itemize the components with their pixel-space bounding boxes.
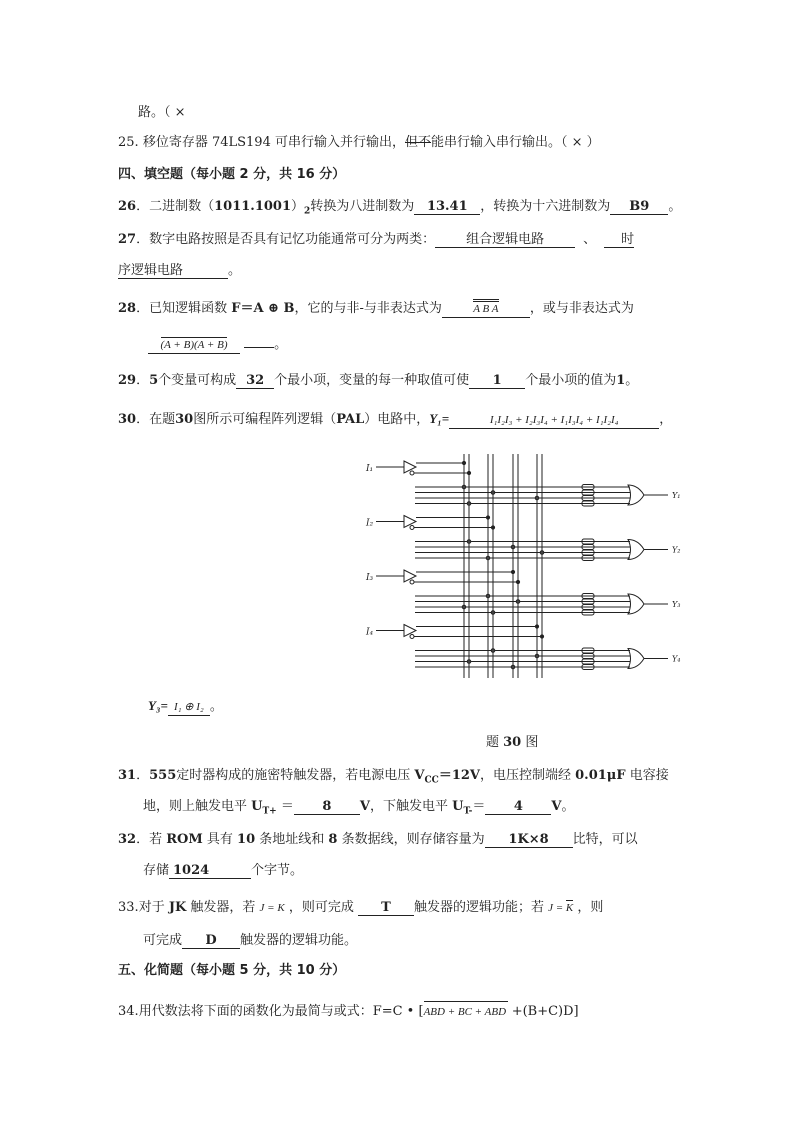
fuse-connection bbox=[491, 491, 495, 495]
text: ， bbox=[659, 412, 673, 427]
text: 可完成 bbox=[143, 933, 183, 948]
fuse-connection bbox=[491, 649, 495, 653]
answer-bytes: 1024 bbox=[169, 863, 251, 879]
answer-hex: B9 bbox=[610, 199, 668, 215]
text: 题 bbox=[486, 735, 504, 750]
answer-capacity: 1K×8 bbox=[485, 832, 573, 848]
junction bbox=[491, 526, 494, 529]
fuse-connection bbox=[467, 502, 471, 506]
text: 比特，可以 bbox=[572, 832, 638, 847]
text: ，电压控制端经 bbox=[480, 768, 576, 783]
text: ，或与非表达式为 bbox=[529, 301, 634, 316]
text: 定时器构成的施密特触发器，若电源电压 bbox=[176, 768, 415, 783]
junction bbox=[511, 570, 514, 573]
number: 8 bbox=[328, 832, 338, 847]
text: ．若 bbox=[136, 832, 167, 847]
input-label: I₃ bbox=[366, 573, 374, 583]
question-26 bbox=[118, 198, 681, 221]
q-num: 28 bbox=[118, 301, 137, 316]
buffer-icon bbox=[404, 516, 416, 528]
answer-2: 1 bbox=[469, 373, 525, 389]
buffer-icon bbox=[404, 570, 416, 582]
fuse-connection bbox=[540, 551, 544, 555]
text: 存储 bbox=[143, 863, 170, 878]
answer-2b: 序逻辑电路 bbox=[118, 263, 228, 279]
text: +(B+C)D] bbox=[507, 1004, 579, 1019]
answer-1: 32 bbox=[236, 373, 274, 389]
text: ） bbox=[291, 199, 305, 214]
q-num: 25. bbox=[118, 135, 139, 150]
number: 1 bbox=[616, 373, 626, 388]
text: 条地址线和 bbox=[255, 832, 329, 847]
text: 、 bbox=[583, 232, 597, 247]
q-num: 31 bbox=[118, 768, 137, 783]
question-28-cont bbox=[148, 336, 287, 354]
y3-label: Y₃= bbox=[148, 698, 168, 713]
subscript: T- bbox=[463, 806, 473, 817]
fuse-connection bbox=[462, 605, 466, 609]
junction bbox=[540, 635, 543, 638]
q-num: 30 bbox=[118, 412, 137, 427]
text: ，下触发电平 bbox=[369, 799, 453, 814]
binary: 1011.1001 bbox=[214, 199, 291, 214]
inverter-bubble bbox=[410, 526, 414, 530]
question-31-cont bbox=[143, 798, 575, 821]
text: 触发器的逻辑功能；若 bbox=[413, 900, 549, 915]
number: 30 bbox=[175, 412, 194, 427]
text: ，转换为十六进制数为 bbox=[480, 199, 611, 214]
answer-2: D bbox=[182, 933, 240, 949]
vcc: V bbox=[414, 768, 425, 783]
answer-nand-nand: A B A bbox=[473, 299, 498, 315]
q-num: 26 bbox=[118, 199, 137, 214]
text: ，则 bbox=[573, 900, 604, 915]
text: 触发器的逻辑功能。 bbox=[240, 933, 358, 948]
buffer-icon bbox=[404, 461, 416, 473]
answer-y3: I₁ ⊕ I₂ bbox=[168, 700, 210, 716]
inverter-bubble bbox=[410, 471, 414, 475]
q-num: 32 bbox=[118, 832, 137, 847]
text: ）电路中， bbox=[364, 412, 430, 427]
output-label: Y₃ bbox=[672, 600, 681, 609]
text: ． bbox=[136, 768, 150, 783]
jk: JK bbox=[168, 900, 187, 915]
answer-or-nand: (A + B)(A + B) bbox=[160, 339, 228, 351]
ut-minus: U bbox=[452, 799, 464, 814]
fuse-connection bbox=[535, 496, 539, 500]
q-num: 29 bbox=[118, 373, 137, 388]
q-num: 33. bbox=[118, 900, 139, 915]
unit: V bbox=[359, 799, 370, 814]
struck-text: 但不 bbox=[405, 135, 432, 150]
inverter-bubble bbox=[410, 580, 414, 584]
question-25 bbox=[118, 134, 600, 152]
condition-1: J = K bbox=[259, 902, 285, 914]
answer-1: T bbox=[358, 900, 414, 916]
vcc-value: ＝12V bbox=[438, 768, 480, 783]
ut-plus: U bbox=[251, 799, 263, 814]
question-33 bbox=[118, 899, 603, 917]
text: 电容接 bbox=[625, 768, 669, 783]
question-27-cont bbox=[118, 262, 241, 280]
question-30-y3 bbox=[148, 697, 223, 716]
capacitance: 0.01μF bbox=[575, 768, 626, 783]
fuse-connection bbox=[467, 540, 471, 544]
fuse-connection bbox=[535, 654, 539, 658]
condition-2-k: K bbox=[565, 902, 574, 914]
question-33-cont bbox=[143, 932, 357, 950]
answer-lower: 4 bbox=[485, 799, 551, 815]
inverter-bubble bbox=[410, 635, 414, 639]
number: 555 bbox=[149, 768, 177, 783]
figure-caption bbox=[486, 734, 538, 752]
pal: PAL bbox=[336, 412, 365, 427]
text: 个字节。 bbox=[251, 863, 304, 878]
text: 条数据线，则存储容量为 bbox=[337, 832, 485, 847]
subscript: 2 bbox=[304, 206, 311, 217]
input-label: I₁ bbox=[366, 464, 374, 474]
text: 个变量可构成 bbox=[158, 373, 237, 388]
text: ． bbox=[136, 373, 150, 388]
subscript: CC bbox=[424, 775, 439, 786]
function: F＝A ⊕ B bbox=[231, 301, 295, 316]
question-28 bbox=[118, 300, 634, 318]
question-34 bbox=[118, 1001, 579, 1021]
buffer-icon bbox=[404, 625, 416, 637]
question-31 bbox=[118, 767, 669, 790]
pal-circuit-diagram bbox=[360, 450, 690, 690]
question-32 bbox=[118, 831, 638, 849]
question-27 bbox=[118, 231, 634, 249]
text: 具有 bbox=[202, 832, 238, 847]
condition-2: J = bbox=[548, 902, 566, 914]
fuse-connection bbox=[467, 660, 471, 664]
text: 。 bbox=[561, 799, 575, 814]
section-5-title: 五、化简题（每小题 5 分，共 10 分） bbox=[118, 963, 346, 978]
junction bbox=[486, 516, 489, 519]
line-continuation bbox=[138, 104, 186, 122]
text: 路。（ × bbox=[138, 105, 186, 120]
output-label: Y₂ bbox=[672, 545, 681, 555]
text: ．已知逻辑函数 bbox=[136, 301, 232, 316]
text: ，则可完成 bbox=[284, 900, 358, 915]
junction bbox=[535, 625, 538, 628]
fuse-connection bbox=[486, 556, 490, 560]
text: ，它的与非-与非表达式为 bbox=[294, 301, 442, 316]
number: 30 bbox=[503, 735, 522, 750]
text: 图所示可编程阵列逻辑（ bbox=[193, 412, 337, 427]
text: 。 bbox=[209, 699, 223, 714]
answer-1: 组合逻辑电路 bbox=[435, 232, 575, 248]
text: ＝ bbox=[276, 799, 294, 814]
fuse-connection bbox=[462, 485, 466, 489]
text: 用代数法将下面的函数化为最简与或式：F=C • [ bbox=[138, 1004, 424, 1019]
text: 个最小项，变量的每一种取值可使 bbox=[274, 373, 470, 388]
input-label: I₂ bbox=[366, 518, 374, 529]
text: 。 bbox=[668, 199, 682, 214]
text: 转换为八进制数为 bbox=[310, 199, 415, 214]
fuse-connection bbox=[511, 545, 515, 549]
or-gate-icon bbox=[628, 485, 644, 505]
text: 地，则上触发电平 bbox=[143, 799, 252, 814]
answer-octal: 13.41 bbox=[414, 199, 480, 215]
input-label: I₄ bbox=[366, 627, 374, 638]
text: ．在题 bbox=[136, 412, 176, 427]
output-label: Y₁ bbox=[672, 491, 681, 500]
fuse-connection bbox=[491, 611, 495, 615]
or-gate-icon bbox=[628, 540, 644, 560]
expression: ABD + BC + ABD bbox=[424, 1001, 508, 1021]
answer-upper: 8 bbox=[294, 799, 360, 815]
text: ．数字电路按照是否具有记忆功能通常可分为两类： bbox=[136, 232, 436, 247]
fuse-connection bbox=[511, 665, 515, 669]
answer-y1: I₁I₂I₃ + I₂I₃I₄ + I₁I₃I₄ + I₁I₂I₄ bbox=[449, 413, 659, 429]
rom: ROM bbox=[166, 832, 203, 847]
fuse-connection bbox=[486, 594, 490, 598]
q-text: 移位寄存器 74LS194 可串行输入并行输出， bbox=[142, 135, 405, 150]
fuse-connection bbox=[516, 600, 520, 604]
section-4-title: 四、填空题（每小题 2 分，共 16 分） bbox=[118, 167, 346, 182]
text: 触发器，若 bbox=[186, 900, 260, 915]
junction bbox=[462, 461, 465, 464]
text: 对于 bbox=[138, 900, 169, 915]
y1-label: Y₁= bbox=[429, 411, 450, 426]
question-29 bbox=[118, 372, 638, 390]
text: ＝ bbox=[472, 799, 486, 814]
question-30 bbox=[118, 410, 672, 429]
q-num: 27 bbox=[118, 232, 137, 247]
number: 5 bbox=[149, 373, 159, 388]
output-label: Y₄ bbox=[672, 654, 681, 664]
or-gate-icon bbox=[628, 649, 644, 669]
number: 10 bbox=[237, 832, 256, 847]
or-gate-icon bbox=[628, 594, 644, 614]
text: 。 bbox=[274, 337, 288, 352]
text: 图 bbox=[521, 735, 539, 750]
text: 。 bbox=[625, 373, 639, 388]
q-text: 能串行输入串行输出。（ × ） bbox=[431, 135, 600, 150]
junction bbox=[516, 580, 519, 583]
junction bbox=[467, 471, 470, 474]
unit: V bbox=[551, 799, 562, 814]
q-num: 34. bbox=[118, 1004, 139, 1019]
question-32-cont bbox=[143, 862, 303, 880]
text: 。 bbox=[228, 263, 242, 278]
subscript: T+ bbox=[262, 806, 277, 817]
text: 个最小项的值为 bbox=[525, 373, 617, 388]
text: ．二进制数（ bbox=[136, 199, 215, 214]
answer-2a: 时 bbox=[604, 232, 634, 248]
